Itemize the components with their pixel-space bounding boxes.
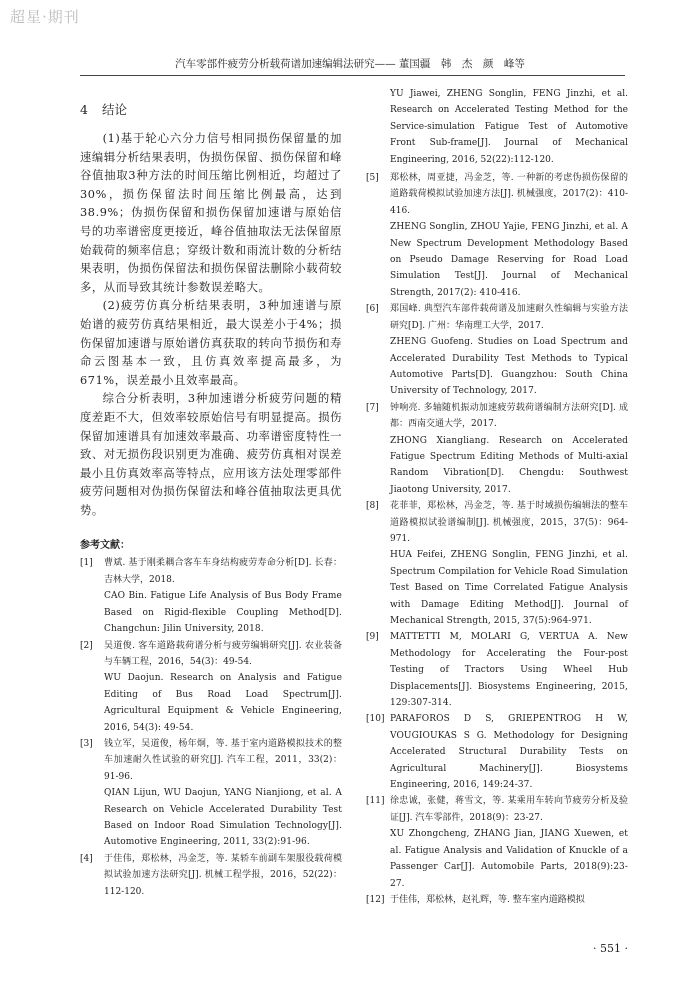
reference-item (366, 400, 628, 498)
reference-text-en: ZHONG Xiangliang. Research on Accelerated Fatigue Spectrum Editing Methods of Multi-axial Random Vibration[D]. Chengdu: Southwest Jiaotong University, 2017. (390, 435, 628, 495)
reference-list-left (80, 555, 342, 900)
section-heading (80, 100, 342, 118)
reference-text-en: CAO Bin. Fatigue Life Analysis of Bus Body Frame Based on Rigid-flexible Coupling Method[D]. Changchun: Jilin University, 2018. (104, 591, 342, 635)
reference-continuation: YU Jiawei, ZHENG Songlin, FENG Jinzhi, et al. Research on Accelerated Testing Method for the Service-simulation Fatigue Test of Automotive Front Sub-frame[J]. Journal of Mechanical Engineering, 2016, 52(22):112-120. (390, 89, 628, 165)
reference-text-cn: 于佳伟，郑松林，冯金芝，等. 某轿车前副车架服役载荷模拟试验加速方法研究[J]. 机械工程学报，2016，52(22)：112-120. (104, 853, 342, 897)
reference-text-en: PARAFOROS D S, GRIEPENTROG H W, VOUGIOUKAS S G. Methodology for Designing Accelerated Structural Durability Tests on Agricultural Machinery[J]. Biosystems Engineering, 2016, 149:24-37. (390, 714, 628, 791)
reference-body (390, 793, 628, 891)
right-column (366, 86, 628, 908)
reference-text-cn: 徐忠诚，张健，蒋雪文，等. 某乘用车转向节疲劳分析及验证[J]. 汽车零部件，2018(9)：23-27. (390, 796, 628, 823)
reference-text-en: QIAN Lijun, WU Daojun, YANG Nianjiong, et al. A Research on Vehicle Accelerated Durability Test Based on Indoor Road Simulation Technology[J]. Automotive Engineering, 2011, 33(2):91-96. (104, 788, 342, 848)
reference-text-en: XU Zhongcheng, ZHANG Jian, JIANG Xuewen, et al. Fatigue Analysis and Validation of Knuckle of a Passenger Car[J]. Automobile Parts, 2018(9):23-27. (390, 829, 628, 889)
reference-number: [4] (80, 853, 93, 864)
reference-body (390, 170, 628, 301)
reference-number: [7] (366, 402, 379, 413)
reference-text-cn: 曹斌. 基于刚柔耦合客车车身结构疲劳寿命分析[D]. 长春：吉林大学，2018. (104, 558, 342, 585)
reference-number: [9] (366, 632, 379, 643)
reference-body (104, 851, 342, 900)
reference-item (80, 851, 342, 900)
reference-body (390, 892, 628, 908)
reference-number: [3] (80, 738, 93, 749)
reference-body (390, 400, 628, 498)
reference-item (80, 555, 342, 637)
reference-body (104, 555, 342, 637)
reference-item (366, 301, 628, 399)
reference-item (80, 638, 342, 736)
reference-body (390, 301, 628, 399)
reference-number: [12] (366, 894, 385, 905)
reference-text-cn: 郑松林，周亚捷，冯金芝，等. 一种新的考虑伪损伤保留的道路载荷模拟试验加速方法[J]. 机械强度，2017(2)：410-416. (390, 173, 628, 216)
reference-text-cn: 钟响亮. 多轴随机振动加速疲劳载荷谱编制方法研究[D]. 成都：西南交通大学，2017. (390, 402, 628, 430)
reference-body (104, 638, 342, 736)
watermark-logo: 超星·期刊 (10, 8, 80, 26)
section-title: 结论 (101, 102, 127, 117)
reference-text-cn: 花菲菲，郑松林，冯金芝，等. 基于时域损伤编辑法的整车道路模拟试验谱编制[J]. 机械强度，2015，37(5)：964-971. (390, 501, 628, 544)
conclusion-paragraph-3: 综合分析表明，3种加速谱分析疲劳问题的精度差距不大，但效率较原始信号有明显提高。损伤保留加速谱具有加速效率最高、功率谱密度特性一致、对无损伤段识别更为准确、疲劳仿真相对误差最小且仿真效率高等特点，应用该方法处理零部件疲劳问题相对伪损伤保留法和峰谷值抽取法更具优势。 (80, 392, 342, 517)
reference-number: [10] (366, 714, 385, 725)
reference-text-en: HUA Feifei, ZHENG Songlin, FENG Jinzhi, et al. Spectrum Compilation for Vehicle Road Simulation Test Based on Time Correlated Fatigue Analysis with Damage Editing Method[J]. Journal of Mechanical Strength, 2015, 37(5):964-971. (390, 550, 628, 626)
reference-item (366, 629, 628, 711)
reference-body (390, 629, 628, 711)
reference-body (104, 736, 342, 851)
reference-body (390, 498, 628, 629)
reference-number: [11] (366, 796, 385, 807)
reference-text-cn: 郑国峰. 典型汽车部件载荷谱及加速耐久性编辑与实验方法研究[D]. 广州：华南理工大学，2017. (390, 304, 628, 331)
reference-item (366, 170, 628, 301)
reference-text-en: ZHENG Guofeng. Studies on Load Spectrum and Accelerated Durability Test Methods to Typical Automotive Parts[D]. Guangzhou: South China University of Technology, 2017. (390, 337, 628, 397)
reference-number: [1] (80, 558, 93, 569)
reference-text-cn: 钱立军，吴道俊，杨年炯，等. 基于室内道路模拟技术的整车加速耐久性试验的研究[J]. 汽车工程，2011，33(2)：91-96. (104, 738, 342, 782)
reference-item (80, 736, 342, 851)
reference-list-right (366, 170, 628, 908)
reference-item (366, 711, 628, 793)
reference-body (390, 711, 628, 793)
reference-item (366, 793, 628, 891)
conclusion-paragraph-1: (1)基于轮心六分力信号相同损伤保留量的加速编辑分析结果表明，伪损伤保留、损伤保留和峰谷值抽取3种方法的时间压缩比例相近，均超过了30%，损伤保留法时间压缩比例最高，达到38.9%；伪损伤保留和损伤保留加速谱与原始信号的功率谱密度更接近，峰谷值抽取法无法保留原始载荷的频率信息；穿级计数和雨流计数的分析结果表明，伪损伤保留法和损伤保留法删除小载荷较多，从而导致其统计参数误差略大。 (80, 132, 342, 294)
reference-text-cn: 吴道俊. 客车道路载荷谱分析与疲劳编辑研究[J]. 农业装备与车辆工程，2016，54(3)：49-54. (104, 640, 342, 667)
reference-text-en: MATTETTI M, MOLARI G, VERTUA A. New Methodology for Accelerating the Four-post Testing of Tractors Using Wheel Hub Displacements[J]. Biosystems Engineering, 2015, 129:307-314. (390, 632, 628, 709)
running-head: 汽车零部件疲劳分析载荷谱加速编辑法研究—— 董国疆 韩 杰 颜 峰等 (175, 58, 525, 70)
left-column (80, 86, 342, 900)
header-rule (80, 75, 625, 76)
reference-text-en: ZHENG Songlin, ZHOU Yajie, FENG Jinzhi, et al. A New Spectrum Development Methodology Based on Pseudo Damage Reserving for Road Load Simulation Test[J]. Journal of Mechanical Strength, 2017(2): 410-416. (390, 222, 628, 298)
reference-text-en: WU Daojun. Research on Analysis and Fatigue Editing of Bus Road Load Spectrum[J]. Agricultural Equipment & Vehicle Engineering, 2016, 54(3): 49-54. (104, 673, 342, 733)
reference-text-cn: 于佳伟，郑松林，赵礼辉，等. 整车室内道路模拟 (390, 894, 585, 905)
conclusion-paragraph-2: (2)疲劳仿真分析结果表明，3种加速谱与原始谱的疲劳仿真结果相近，最大误差小于4%；损伤保留加速谱与原始谱仿真获取的转向节损伤和寿命云图基本一致，且仿真效率提高最多，为671%，误差最小且效率最高。 (80, 299, 342, 387)
references-title: 参考文献： (80, 540, 130, 552)
reference-number: [6] (366, 304, 379, 315)
page-number: · 551 · (593, 942, 628, 955)
reference-number: [2] (80, 640, 93, 651)
section-number: 4 (80, 102, 88, 117)
reference-item (366, 892, 628, 908)
reference-number: [8] (366, 501, 379, 512)
reference-number: [5] (366, 173, 379, 184)
reference-item (366, 498, 628, 629)
